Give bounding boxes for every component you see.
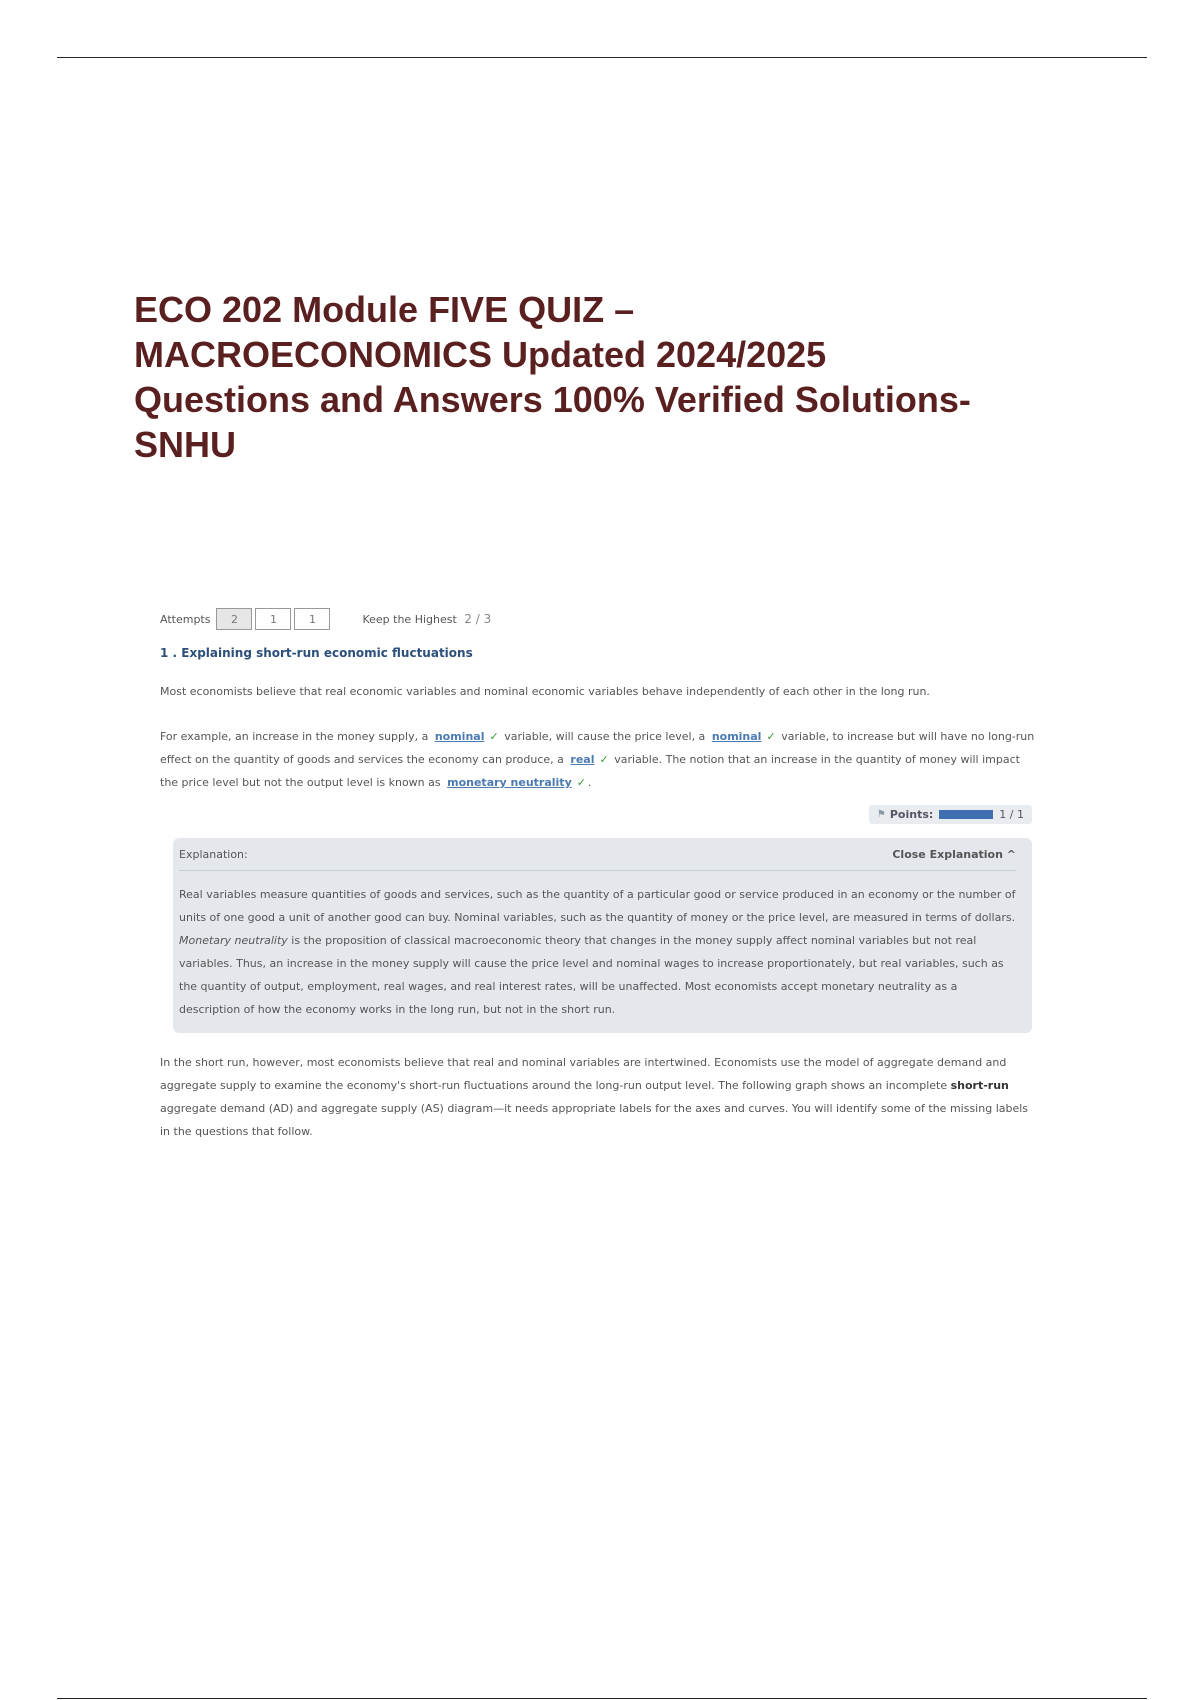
example-paragraph bbox=[160, 725, 1040, 794]
attempts-row bbox=[160, 606, 1040, 632]
answer-blank[interactable]: real bbox=[570, 753, 595, 766]
attempt-box[interactable]: 1 bbox=[294, 608, 330, 630]
points-bar-fill bbox=[939, 810, 993, 819]
points-badge bbox=[869, 805, 1032, 824]
check-icon: ✓ bbox=[766, 730, 776, 743]
title-line: Questions and Answers 100% Verified Solutions- bbox=[134, 379, 971, 420]
explanation-text: Real variables measure quantities of goods and services, such as the quantity of a particular good or service produced in an economy or the number of units of one good a unit of another good can buy. Nominal variables, such as the quantity of money or the price level, are measured in terms of dollars. bbox=[179, 888, 1016, 924]
followup-bold: short-run bbox=[950, 1079, 1009, 1092]
check-icon: ✓ bbox=[599, 753, 609, 766]
attempt-box[interactable]: 2 bbox=[216, 608, 252, 630]
points-value: 1 / 1 bbox=[999, 808, 1024, 821]
intro-paragraph: Most economists believe that real economic variables and nominal economic variables behave independently of each other in the long run. bbox=[160, 685, 930, 698]
bottom-rule bbox=[57, 1698, 1147, 1699]
title-line: ECO 202 Module FIVE QUIZ – bbox=[134, 289, 635, 330]
check-icon: ✓ bbox=[576, 776, 586, 789]
answer-blank[interactable]: nominal bbox=[711, 730, 762, 743]
points-label: Points: bbox=[889, 808, 934, 821]
answer-blank[interactable]: monetary neutrality bbox=[447, 776, 572, 789]
example-text: variable, to increase but will have no long-run effect on the quantity of goods and services the economy can produce, a bbox=[160, 730, 1035, 766]
keep-highest bbox=[362, 612, 491, 626]
question-title: 1 . Explaining short-run economic fluctuations bbox=[160, 646, 473, 660]
explanation-term: Monetary neutrality bbox=[179, 934, 288, 947]
explanation-title: Explanation: bbox=[179, 847, 248, 861]
followup-text: In the short run, however, most economists believe that real and nominal variables are intertwined. Economists use the model of aggregate demand and aggregate supply to examine the economy's short-run fluctuations around the long-run output level. The following graph shows an incomplete bbox=[160, 1056, 1007, 1092]
check-icon: ✓ bbox=[489, 730, 499, 743]
attempts-label: Attempts bbox=[160, 612, 211, 626]
explanation-text: is the proposition of classical macroeconomic theory that changes in the money supply affect nominal variables but not real variables. Thus, an increase in the money supply will cause the price level and nominal wages to increase proportionately, but real variables, such as the quantity of output, employment, real wages, and real interest rates, will be unaffected. Most economists accept monetary neutrality as a description of how the economy works in the long run, but not in the short run. bbox=[179, 934, 1004, 1016]
attempt-box[interactable]: 1 bbox=[255, 608, 291, 630]
explanation-panel bbox=[173, 838, 1032, 1033]
points-row bbox=[160, 805, 1032, 824]
explanation-body bbox=[179, 871, 1016, 1021]
close-explanation-button[interactable]: Close Explanation ^ bbox=[892, 847, 1016, 861]
flag-icon: ⚑ bbox=[876, 809, 886, 820]
quiz-screenshot bbox=[160, 606, 1040, 1154]
title-line: SNHU bbox=[134, 424, 237, 465]
keep-label: Keep the Highest bbox=[362, 613, 457, 626]
example-text: . bbox=[587, 776, 592, 789]
followup-text: aggregate demand (AD) and aggregate supply (AS) diagram—it needs appropriate labels for the axes and curves. You will identify some of the missing labels in the questions that follow. bbox=[160, 1102, 1029, 1138]
document-title bbox=[134, 287, 1074, 467]
points-bar bbox=[939, 810, 993, 819]
followup-paragraph bbox=[160, 1051, 1040, 1143]
example-text: variable, will cause the price level, a bbox=[504, 730, 706, 743]
top-rule bbox=[57, 57, 1147, 58]
example-text: For example, an increase in the money supply, a bbox=[160, 730, 429, 743]
example-text: variable. The notion that an increase in the quantity of money will impact the price level but not the output level is known as bbox=[160, 753, 1020, 789]
keep-score: 2 / 3 bbox=[464, 612, 492, 626]
answer-blank[interactable]: nominal bbox=[434, 730, 485, 743]
explanation-header bbox=[179, 838, 1016, 871]
title-line: MACROECONOMICS Updated 2024/2025 bbox=[134, 334, 827, 375]
